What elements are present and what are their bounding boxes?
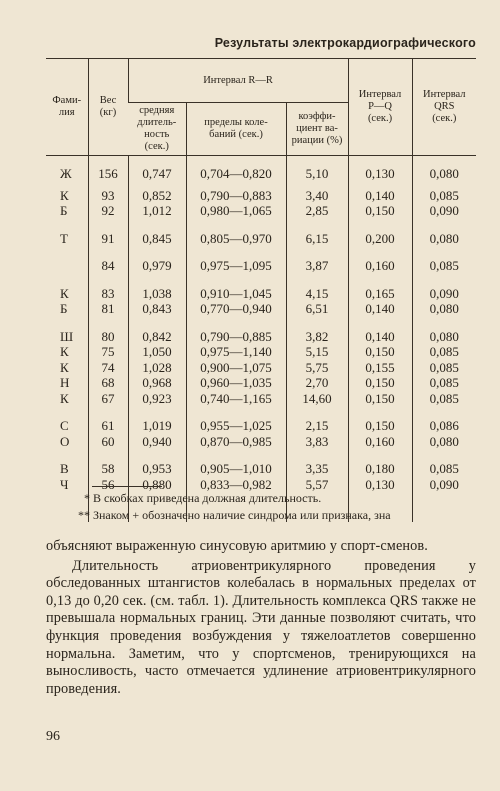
cell-range: 0,955—1,025 <box>186 418 286 434</box>
cell-weight: 156 <box>88 156 128 188</box>
cell-qrs: 0,080 <box>412 301 476 317</box>
row-group-spacer <box>46 246 476 258</box>
cell-name: Ш <box>60 328 74 344</box>
cell-mean: 1,050 <box>128 344 186 360</box>
cell-qrs: 0,090 <box>412 203 476 219</box>
cell-pq: 0,180 <box>348 461 412 477</box>
cell-pq: 0,155 <box>348 360 412 376</box>
cell-name: В <box>60 461 69 476</box>
cell-range: 0,910—1,045 <box>186 286 286 302</box>
table-row <box>46 203 476 219</box>
cell-qrs: 0,086 <box>412 418 476 434</box>
cell-pq: 0,140 <box>348 329 412 345</box>
cell-name: К <box>60 187 69 203</box>
footnote-1: * В скобках приведена должная длительность. <box>84 491 322 505</box>
cell-mean: 0,968 <box>128 375 186 391</box>
header-weight-text: Вес (кг) <box>99 95 117 118</box>
cell-range: 0,740—1,165 <box>186 391 286 407</box>
cell-mean: 0,953 <box>128 461 186 477</box>
table-row <box>46 434 476 450</box>
cell-coef: 3,83 <box>286 434 348 450</box>
cell-range: 0,980—1,065 <box>186 203 286 219</box>
cell-range: 0,770—0,940 <box>186 301 286 317</box>
cell-mean: 0,747 <box>128 156 186 188</box>
cell-pq: 0,165 <box>348 286 412 302</box>
cell-range: 0,870—0,985 <box>186 434 286 450</box>
cell-mean: 0,845 <box>128 231 186 247</box>
cell-weight: 83 <box>88 286 128 302</box>
page-number: 96 <box>46 729 60 744</box>
paragraph-1: объясняют выраженную синусовую аритмию у спорт-сменов. <box>46 538 428 554</box>
cell-coef: 2,85 <box>286 203 348 219</box>
header-rr-range-text: пределы коле- баний (сек.) <box>204 117 268 140</box>
cell-name: К <box>60 344 69 359</box>
row-group-spacer <box>46 274 476 286</box>
cell-coef: 14,60 <box>286 391 348 407</box>
cell-pq: 0,150 <box>348 418 412 434</box>
table-row <box>46 344 476 360</box>
cell-pq: 0,130 <box>348 477 412 523</box>
cell-weight: 56 <box>88 477 128 523</box>
cell-range: 0,790—0,883 <box>186 188 286 204</box>
cell-pq: 0,150 <box>348 203 412 219</box>
cell-coef: 2,70 <box>286 375 348 391</box>
cell-qrs: 0,080 <box>412 434 476 450</box>
cell-qrs: 0,080 <box>412 231 476 247</box>
cell-pq: 0,200 <box>348 231 412 247</box>
table-row <box>46 391 476 407</box>
cell-weight: 67 <box>88 391 128 407</box>
header-pq-text: Интервал P—Q (сек.) <box>358 89 402 124</box>
cell-mean: 0,979 <box>128 258 186 274</box>
cell-weight: 91 <box>88 231 128 247</box>
cell-qrs: 0,085 <box>412 258 476 274</box>
cell-mean: 1,028 <box>128 360 186 376</box>
header-rr-coef <box>286 103 348 156</box>
row-group-spacer <box>46 317 476 329</box>
header-rr-coef-text: коэффи- циент ва- риации (%) <box>291 111 343 146</box>
header-qrs <box>412 59 476 156</box>
cell-range: 0,833—0,982 <box>186 477 286 523</box>
cell-coef: 3,82 <box>286 329 348 345</box>
cell-qrs: 0,085 <box>412 344 476 360</box>
table-body <box>46 156 476 523</box>
cell-coef: 4,15 <box>286 286 348 302</box>
cell-range: 0,975—1,140 <box>186 344 286 360</box>
cell-coef: 5,10 <box>286 156 348 188</box>
cell-range: 0,790—0,885 <box>186 329 286 345</box>
cell-weight: 75 <box>88 344 128 360</box>
cell-mean: 0,842 <box>128 329 186 345</box>
header-surname-text: Фами- лия <box>52 95 82 118</box>
cell-name: Ч <box>60 476 69 492</box>
cell-weight: 81 <box>88 301 128 317</box>
cell-pq: 0,140 <box>348 188 412 204</box>
cell-qrs: 0,090 <box>412 477 476 523</box>
header-pq <box>348 59 412 156</box>
row-group-spacer <box>46 449 476 461</box>
cell-range: 0,900—1,075 <box>186 360 286 376</box>
cell-coef: 3,87 <box>286 258 348 274</box>
cell-pq: 0,150 <box>348 391 412 407</box>
paragraph-2: Длительность атриовентрикулярного проведения у обследованных штангистов колебалась в нормальных пределах от 0,13 до 0,20 сек. (см. табл. 1). Длительность комплекса QRS также не превышала нормальных границ. Эти данные позволяют считать, что функция проведения возбуждения у тяжелоатлетов совершенно нормальна. Заметим, что у спортсменов, тренирующихся на выносливость, часто отмечается удлинение атриовентрикулярного проведения. <box>46 557 476 697</box>
cell-mean: 0,843 <box>128 301 186 317</box>
row-group-spacer <box>46 406 476 418</box>
cell-pq: 0,160 <box>348 258 412 274</box>
cell-name: О <box>60 433 70 449</box>
cell-weight: 61 <box>88 418 128 434</box>
cell-mean: 1,019 <box>128 418 186 434</box>
cell-mean: 1,012 <box>128 203 186 219</box>
header-qrs-text: Интервал QRS (сек.) <box>423 89 466 124</box>
cell-weight: 58 <box>88 461 128 477</box>
cell-name: Т <box>60 230 68 246</box>
cell-weight: 92 <box>88 203 128 219</box>
cell-name <box>46 258 88 274</box>
cell-weight: 74 <box>88 360 128 376</box>
cell-qrs: 0,085 <box>412 375 476 391</box>
cell-name: Б <box>60 301 68 316</box>
cell-name: С <box>60 418 69 433</box>
cell-mean: 1,038 <box>128 286 186 302</box>
cell-weight: 60 <box>88 434 128 450</box>
table-row <box>46 418 476 434</box>
table-row <box>46 375 476 391</box>
cell-qrs: 0,085 <box>412 360 476 376</box>
cell-mean: 0,923 <box>128 391 186 407</box>
header-surname <box>46 59 88 156</box>
header-rr-group-text: Интервал R—R <box>203 74 273 86</box>
header-weight <box>88 59 128 156</box>
footnote-2: ** Знаком + обозначено наличие синдрома или признака, зна <box>78 508 391 522</box>
header-rr-mean <box>128 103 186 156</box>
cell-weight: 80 <box>88 329 128 345</box>
cell-coef: 3,35 <box>286 461 348 477</box>
table-row <box>46 156 476 188</box>
cell-name: Н <box>60 375 70 390</box>
cell-weight: 68 <box>88 375 128 391</box>
cell-range: 0,704—0,820 <box>186 156 286 188</box>
body-text <box>46 538 476 698</box>
table-row <box>46 360 476 376</box>
cell-mean: 0,880 <box>128 477 186 523</box>
cell-pq: 0,150 <box>348 375 412 391</box>
cell-pq: 0,160 <box>348 434 412 450</box>
cell-pq: 0,140 <box>348 301 412 317</box>
cell-name: К <box>60 285 69 301</box>
running-head: Результаты электрокардиографического <box>214 36 476 50</box>
cell-weight: 93 <box>88 188 128 204</box>
header-rr-group <box>128 59 348 103</box>
cell-coef: 6,15 <box>286 231 348 247</box>
cell-qrs: 0,080 <box>412 329 476 345</box>
cell-coef: 5,57 <box>286 477 348 523</box>
footnote-rule <box>92 486 162 487</box>
cell-coef: 5,15 <box>286 344 348 360</box>
table-row <box>46 461 476 477</box>
cell-mean: 0,852 <box>128 188 186 204</box>
cell-coef: 5,75 <box>286 360 348 376</box>
cell-pq: 0,130 <box>348 156 412 188</box>
cell-mean: 0,940 <box>128 434 186 450</box>
cell-range: 0,960—1,035 <box>186 375 286 391</box>
table-row <box>46 329 476 345</box>
cell-qrs: 0,085 <box>412 391 476 407</box>
table-row <box>46 258 476 274</box>
cell-qrs: 0,085 <box>412 461 476 477</box>
cell-name: К <box>60 359 69 375</box>
cell-range: 0,905—1,010 <box>186 461 286 477</box>
cell-weight: 84 <box>88 258 128 274</box>
table-row <box>46 188 476 204</box>
cell-name: К <box>60 390 69 406</box>
cell-coef: 6,51 <box>286 301 348 317</box>
cell-qrs: 0,080 <box>412 156 476 188</box>
cell-name: Б <box>60 203 68 218</box>
cell-name: Ж <box>60 166 72 181</box>
ecg-results-table <box>46 58 476 522</box>
cell-qrs: 0,090 <box>412 286 476 302</box>
cell-pq: 0,150 <box>348 344 412 360</box>
header-rr-range <box>186 103 286 156</box>
table-row <box>46 286 476 302</box>
cell-coef: 2,15 <box>286 418 348 434</box>
cell-qrs: 0,085 <box>412 188 476 204</box>
cell-range: 0,805—0,970 <box>186 231 286 247</box>
header-rr-mean-text: средняя длитель- ность (сек.) <box>137 105 177 152</box>
cell-range: 0,975—1,095 <box>186 258 286 274</box>
table-row <box>46 231 476 247</box>
row-group-spacer <box>46 219 476 231</box>
table-row <box>46 301 476 317</box>
cell-coef: 3,40 <box>286 188 348 204</box>
